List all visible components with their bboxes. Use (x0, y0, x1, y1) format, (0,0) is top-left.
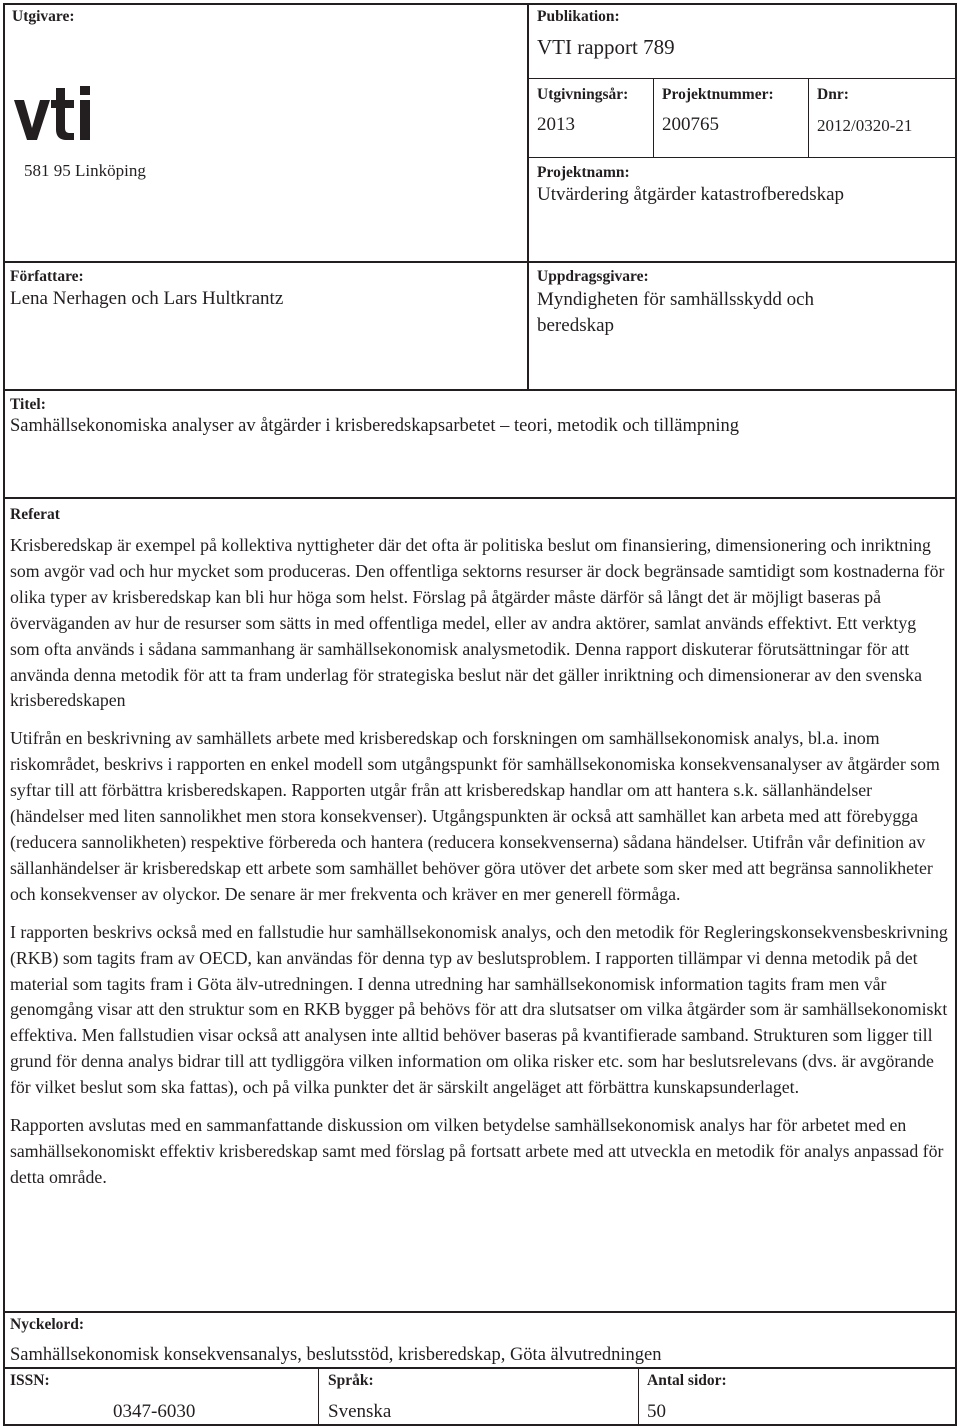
dnr-label: Dnr: (817, 86, 849, 103)
vti-logo (14, 84, 104, 142)
publisher-address: 581 95 Linköping (24, 161, 146, 180)
col-divider (653, 78, 654, 158)
publisher-label: Utgivare: (12, 8, 75, 25)
col-divider (638, 1367, 639, 1426)
pages-value: 50 (647, 1401, 666, 1422)
abstract-body (10, 533, 948, 1191)
row-divider (528, 78, 957, 79)
dnr-value: 2012/0320-21 (817, 116, 913, 135)
authors-label: Författare: (10, 268, 84, 285)
title-label: Titel: (10, 396, 46, 413)
border-right (955, 3, 957, 1426)
border-left (3, 3, 5, 1426)
commissioner-label: Uppdragsgivare: (537, 268, 649, 285)
issn-value: 0347-6030 (113, 1401, 196, 1422)
keywords-label: Nyckelord: (10, 1316, 85, 1333)
commissioner-value: Myndigheten för samhällsskydd och beredskap (537, 289, 815, 336)
language-value: Svenska (328, 1401, 392, 1422)
row-divider (528, 157, 957, 158)
row-divider (3, 389, 957, 391)
project-name-value: Utvärdering åtgärder katastrofberedskap (537, 184, 845, 205)
project-number-label: Projektnummer: (662, 86, 774, 103)
abstract-paragraph: Krisberedskap är exempel på kollektiva nyttigheter där det ofta är politiska beslut om finansiering, dimensionering och inriktning som avgör vad och hur mycket som produceras. Den offentliga sektorns resurser är dock begränsade samtidigt som kostnaderna för olika typer av krisberedskap kan bli hur höga som helst. Förslag på åtgärder måste därför så långt det är möjligt baseras på överväganden av hur de resurser som sätts in med offentliga medel, eller av andra aktörer, samlat används effektivt. Ett verktyg som ofta används i sådana sammanhang är samhällsekonomisk analysmetodik. Denna rapport diskuterar förutsättningar för att använda denna metodik för att ta fram underlag för strategiska beslut när det gäller inriktning och dimensionerar av den svenska krisberedskapen (10, 535, 945, 711)
border-bottom (3, 1424, 957, 1426)
col-divider (318, 1367, 319, 1426)
row-divider (3, 1311, 957, 1313)
year-value: 2013 (537, 114, 575, 135)
authors-value: Lena Nerhagen och Lars Hultkrantz (10, 288, 284, 309)
pages-label: Antal sidor: (647, 1372, 727, 1389)
issn-label: ISSN: (10, 1372, 50, 1389)
keywords-value: Samhällsekonomisk konsekvensanalys, beslutsstöd, krisberedskap, Göta älvutredningen (10, 1345, 662, 1365)
row-divider (3, 261, 957, 263)
publication-value: VTI rapport 789 (537, 35, 675, 59)
abstract-paragraph: I rapporten beskrivs också med en fallstudie hur samhällsekonomisk analys, och den metodik för Regleringskonsekvensbeskrivning (RKB) som tagits fram av OECD, kan användas för denna typ av beslutsproblem. I rapporten tillämpar vi denna metodik på det material som tagits fram i Göta älv-utredningen. I denna utredning har samhällsekonomisk information tagits fram men vår genomgång visar att den struktur som en RKB bygger på behövs för att dra slutsatser om vilka åtgärder som är samhällsekonomiskt effektiva. Men fallstudien visar också att analysen inte alltid behöver baseras på kvantifierade samband. Strukturen som ligger till grund för denna analys bidrar till att tydliggöra vilken information om olika risker etc. som har beslutsrelevans (dvs. är avgörande för vilket beslut som ska fattas), och på vilka punkter det är särskilt angeläget att förbättra kunskapsunderlaget. (10, 921, 948, 1098)
row-divider (3, 1367, 957, 1369)
project-number-value: 200765 (662, 114, 719, 135)
abstract-paragraph: Rapporten avslutas med en sammanfattande diskussion om vilken betydelse samhällsekonomisk analys har för arbetet med en samhällsekonomiskt effektiv krisberedskap samt med förslag på fortsatt arbete med att utveckla en metodik för analys anpassad för detta område. (10, 1115, 944, 1187)
title-value: Samhällsekonomiska analyser av åtgärder i krisberedskapsarbetet – teori, metodik och tillämpning (10, 416, 739, 436)
col-divider (808, 78, 809, 158)
row-divider (3, 497, 957, 499)
abstract-paragraph: Utifrån en beskrivning av samhällets arbete med krisberedskap och forskningen om samhällsekonomisk analys, bl.a. inom riskområdet, beskrivs i rapporten en enkel modell som utgångspunkt för samhällsekonomiska konsekvensanalyser av åtgärder som syftar till att förbättra krisberedskapen. Rapporten utgår från att krisberedskap handlar om att hantera s.k. sällanhändelser (händelser med liten sannolikhet men stora konsekvenser). Utgångspunkten är också att samhället kan arbeta med att förebygga (reducera sannolikheten) respektive förbereda och hantera (reducera konsekvenserna) sådana händelser. Utifrån vår definition av sällanhändelser är krisberedskap ett arbete som samhället behöver göra utöver det arbete som sker med att begränsa sannolikheter och konsekvenser av olyckor. De senare är mer frekventa och kräver en mer generell förmåga. (10, 728, 940, 904)
abstract-label: Referat (10, 506, 60, 523)
project-name-label: Projektnamn: (537, 164, 630, 181)
col-divider (527, 3, 529, 391)
border-top (3, 3, 957, 5)
language-label: Språk: (328, 1372, 374, 1389)
publication-label: Publikation: (537, 8, 620, 25)
year-label: Utgivningsår: (537, 86, 629, 103)
